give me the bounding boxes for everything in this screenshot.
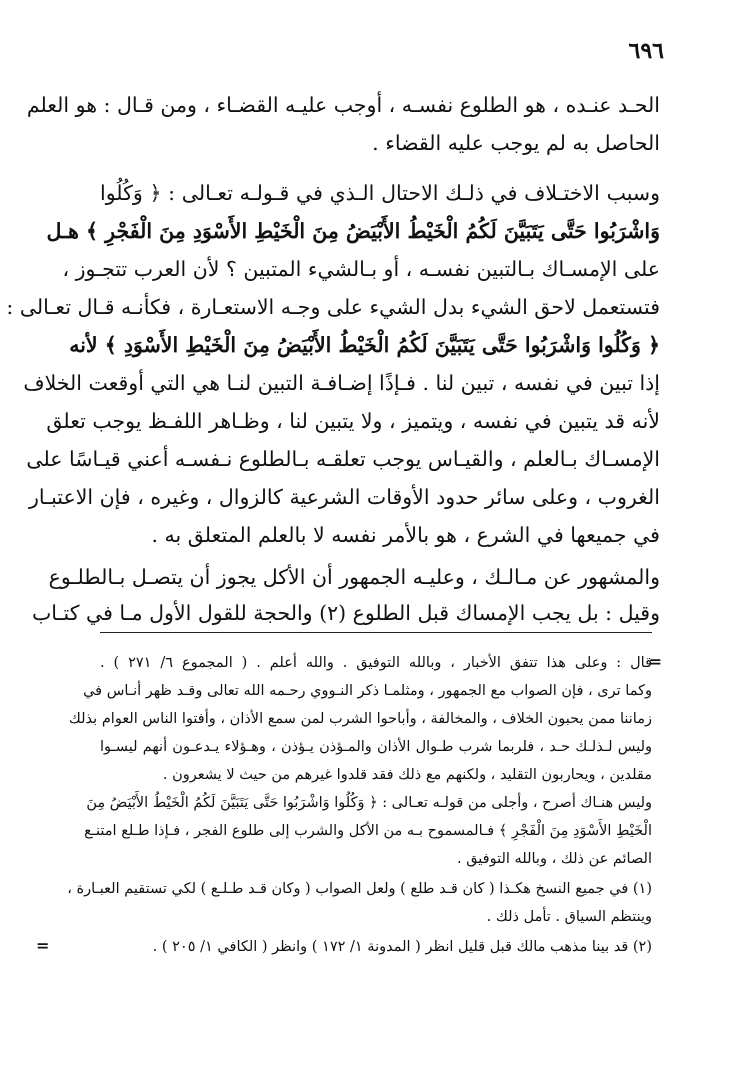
body-line: على الإمسـاك بـالتبين نفسـه ، أو بـالشيء المتبين ؟ لأن العرب تتجـوز ، — [62, 257, 660, 281]
body-line: الحـد عنـده ، هو الطلوع نفسـه ، أوجب عليـه القضـاء ، ومن قـال : هو العلم — [26, 93, 660, 117]
footnote-1: (١) في جميع النسخ هكـذا ( كان قـد طلع ) ولعل الصواب ( وكان قـد طـلـع ) لكي تستقيم العبـارة ، — [67, 881, 652, 897]
body-line: في جميعها في الشرع ، هو بالأمر نفسه لا بالعلم المتعلق به . — [151, 523, 660, 547]
footnote-line: زماننا ممن يحبون الخلاف ، والمخالفة ، وأباحوا الشرب لمن سمع الأذان ، وأفتوا الناس العوام بذلك — [68, 711, 652, 727]
continuation-marker: = — [648, 652, 662, 671]
footnote-line: مقلدين ، ويحاربون التقليد ، ولكنهم مع ذلك فقد قلدوا غيرهم من حيث لا يشعرون . — [162, 767, 652, 783]
quran-verse-line: ﴿ وَكُلُوا وَاشْرَبُوا حَتَّى يَتَبَيَّنَ لَكُمُ الْخَيْطُ الأَبْيَضُ مِنَ الْخَيْطِ الأَسْوَدِ ﴾ لأنه — [69, 333, 660, 357]
body-line: لأنه قد يتبين في نفسه ، ويتميز ، ولا يتبين لنا ، وظـاهر اللفـظ يوجب تعلق — [46, 409, 660, 433]
footnote-line: قال : وعلى هذا تتفق الأخبار ، وبالله التوفيق . والله أعلم . ( المجموع ٦/ ٢٧١ ) . — [100, 655, 652, 671]
body-line: الحاصل به لم يوجب عليه القضاء . — [372, 131, 660, 155]
body-line: وسبب الاختـلاف في ذلـك الاحتال الـذي في قـولـه تعـالى : ﴿ وَكُلُوا — [100, 181, 660, 205]
footnote-line: وكما ترى ، فإن الصواب مع الجمهور ، ومثلمـا ذكر النـووي رحـمه الله تعالى وقـد ظهر أنـاس في — [83, 683, 652, 699]
page-number: ٦٩٦ — [628, 38, 664, 64]
footnote-line: الْخَيْطِ الأَسْوَدِ مِنَ الْفَجْرِ ﴾ فـالمسموح بـه من الأكل والشرب إلى طلوع الفجر ، فـإذا طـلع امتنـع — [84, 823, 652, 839]
footnote-line: وليس هنـاك أصرح ، وأجلى من قولـه تعـالى : ﴿ وَكُلُوا وَاشْرَبُوا حَتَّى يَتَبَيَّنَ لَكُمُ الْخَيْطُ الأَبْيَضُ مِنَ — [86, 795, 652, 811]
footnote-2: (٢) قد بينا مذهب مالك قبل قليل انظر ( المدونة ١/ ١٧٢ ) وانظر ( الكافي ١/ ٢٠٥ ) . — [152, 939, 652, 955]
body-line: فتستعمل لاحق الشيء بدل الشيء على وجـه الاستعـارة ، فكأنـه قـال تعـالى : — [6, 295, 660, 319]
continuation-marker: = — [36, 936, 50, 955]
footnote-line: الصائم عن ذلك ، وبالله التوفيق . — [456, 851, 652, 867]
footnote-separator — [100, 632, 652, 633]
body-line: الغروب ، وعلى سائر حدود الأوقات الشرعية كالزوال ، وغيره ، فإن الاعتبـار — [28, 485, 660, 509]
body-line: الإمسـاك بـالعلم ، والقيـاس يوجب تعلقـه بـالطلوع نـفسـه أعني قيـاسًا على — [26, 447, 660, 471]
footnote-line: وينتظم السياق . تأمل ذلك . — [486, 909, 652, 925]
quran-verse-line: وَاشْرَبُوا حَتَّى يَتَبَيَّنَ لَكُمُ الْخَيْطُ الأَبْيَضُ مِنَ الْخَيْطِ الأَسْوَدِ مِنَ الْفَجْرِ ﴾ هـل — [46, 219, 660, 243]
body-line: والمشهور عن مـالـك ، وعليـه الجمهور أن الأكل يجوز أن يتصـل بـالطلـوع — [48, 565, 660, 589]
footnote-line: وليس لـذلـك حـد ، فلربما شرب طـوال الأذان والمـؤذن يـؤذن ، وهـؤلاء يـدعـون أنهم ليسـوا — [100, 739, 652, 755]
body-line: إذا تبين في نفسه ، تبين لنا . فـإذًا إضـافـة التبين لنـا هي التي أوقعت الخلاف — [23, 371, 660, 395]
body-line: وقيل : بل يجب الإمساك قبل الطلوع (٢) والحجة للقول الأول مـا في كتـاب — [32, 601, 660, 625]
